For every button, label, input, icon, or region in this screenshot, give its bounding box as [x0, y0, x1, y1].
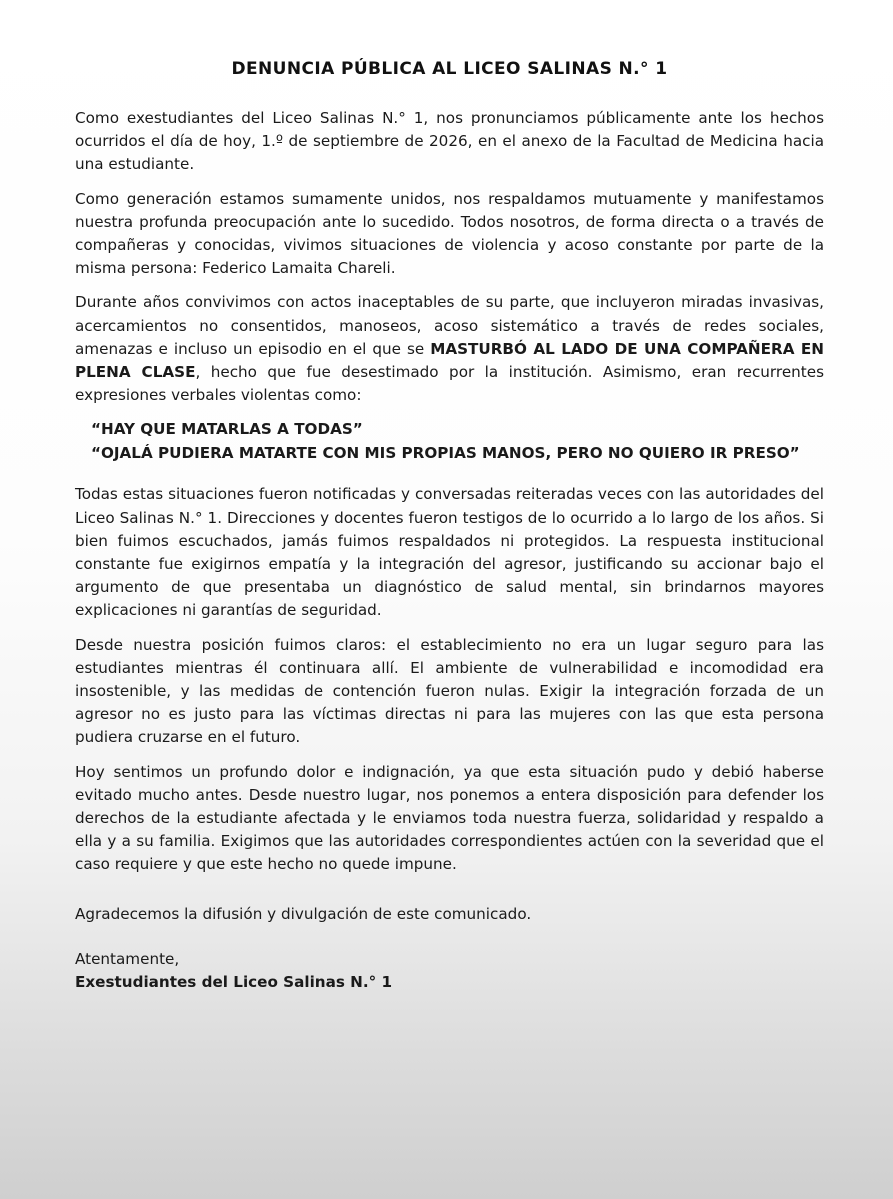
closing-line: Atentamente,	[75, 949, 180, 968]
paragraph-notifications: Todas estas situaciones fueron notificadas y conversadas reiteradas veces con las autoridades del Liceo Salinas N.° 1. Direcciones y docentes fueron testigos de lo ocurrido a lo largo de los años. Si bien fuimos escuchados, jamás fuimos respaldados ni protegidos. La respuesta institucional constante fue exigirnos empatía y la integración del agresor, justificando su accionar bajo el argumento de que presentaba un diagnóstico de salud mental, sin brindarnos mayores explicaciones ni garantías de seguridad.	[75, 485, 824, 620]
quoted-statements	[91, 418, 824, 465]
thanks-line: Agradecemos la difusión y divulgación de este comunicado.	[75, 904, 532, 923]
quote-2: “OJALÁ PUDIERA MATARTE CON MIS PROPIAS MANOS, PERO NO QUIERO IR PRESO”	[91, 443, 800, 462]
paragraph-feelings: Hoy sentimos un profundo dolor e indignación, ya que esta situación pudo y debió haberse evitado mucho antes. Desde nuestro lugar, nos ponemos a entera disposición para defender los derechos de la estudiante afectada y le enviamos toda nuestra fuerza, solidaridad y respaldo a ella y a su familia. Exigimos que las autoridades correspondientes actúen con la severidad que el caso requiere y que este hecho no quede impune.	[75, 762, 824, 874]
paragraph-acts	[75, 291, 824, 407]
paragraph-position: Desde nuestra posición fuimos claros: el establecimiento no era un lugar seguro para las estudiantes mientras él continuara allí. El ambiente de vulnerabilidad e incomodidad era insostenible, y las medidas de contención fueron nulas. Exigir la integración forzada de un agresor no es justo para las víctimas directas ni para las mujeres con las que esta persona pudiera cruzarse en el futuro.	[75, 635, 824, 747]
signature: Exestudiantes del Liceo Salinas N.° 1	[75, 973, 393, 992]
document-title: DENUNCIA PÚBLICA AL LICEO SALINAS N.° 1	[231, 59, 668, 79]
quote-1: “HAY QUE MATARLAS A TODAS”	[91, 420, 363, 439]
paragraph-generation: Como generación estamos sumamente unidos, nos respaldamos mutuamente y manifestamos nuestra profunda preocupación ante lo sucedido. Todos nosotros, de forma directa o a través de compañeras y conocidas, vivimos situaciones de violencia y acoso constante por parte de la misma persona: Federico Lamaita Chareli.	[75, 189, 824, 278]
paragraph-acts-text-end: , hecho que fue desestimado por la institución. Asimismo, eran recurrentes expresiones verbales violentas como:	[75, 363, 825, 405]
paragraph-acts-text-start: Durante años convivimos con actos inaceptables de su parte, que incluyeron miradas invasivas, acercamientos no consentidos, manoseos, acoso sistemático a través de redes sociales, amenazas e incluso un episodio en el que se	[75, 293, 824, 358]
paragraph-acts-bold-text: MASTURBÓ AL LADO DE UNA COMPAÑERA EN PLENA CLASE	[75, 339, 824, 382]
paragraph-intro: Como exestudiantes del Liceo Salinas N.° 1, nos pronunciamos públicamente ante los hechos ocurridos el día de hoy, 1.º de septiembre de 2026, en el anexo de la Facultad de Medicina hacia una estudiante.	[75, 109, 824, 174]
